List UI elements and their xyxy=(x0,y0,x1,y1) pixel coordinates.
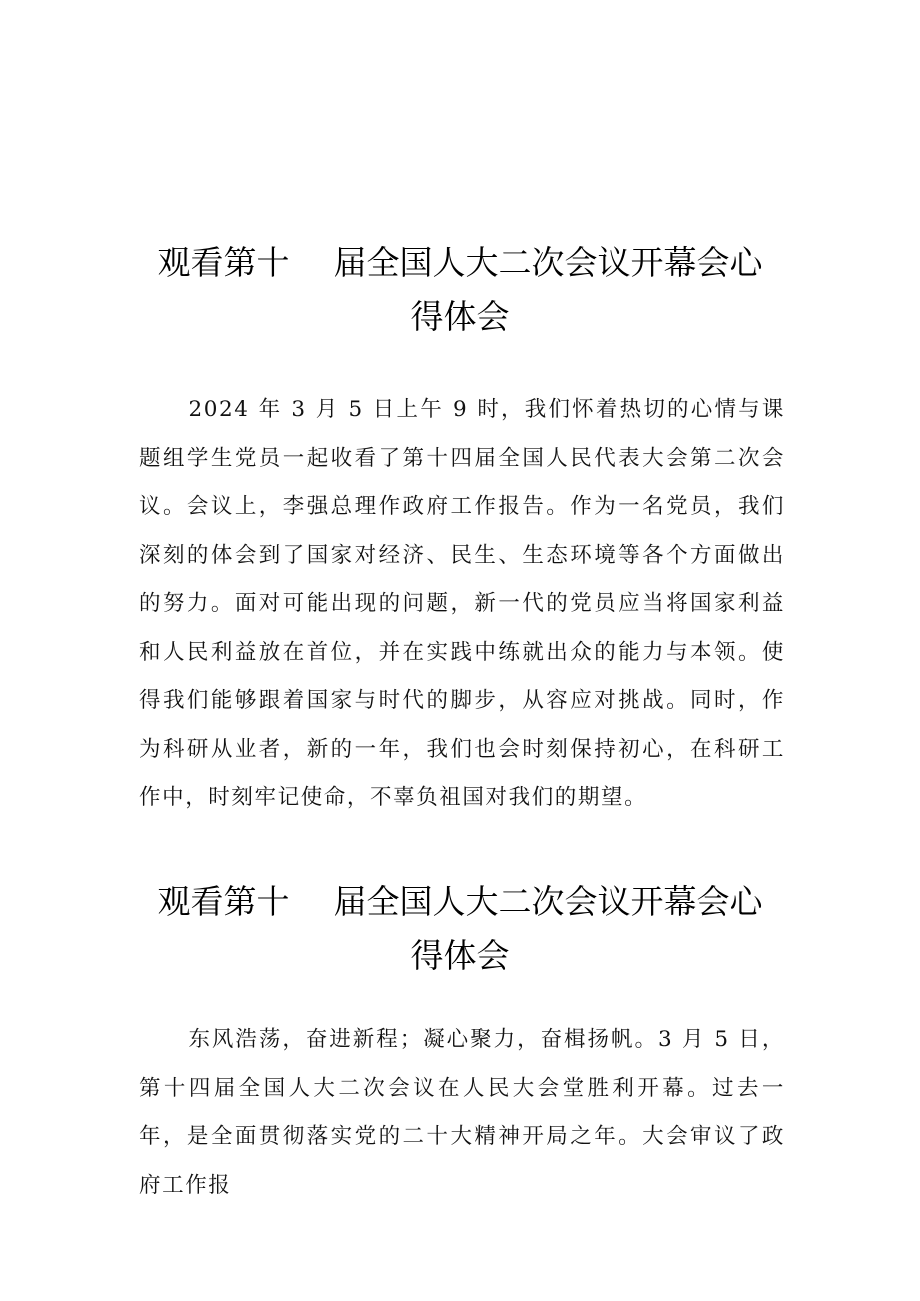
section-2-title-part-a: 观看第十 xyxy=(157,882,290,921)
section-1-title-line-1 xyxy=(0,236,920,290)
section-2-title-line-1 xyxy=(0,875,920,929)
section-1-title-part-a: 观看第十 xyxy=(157,243,290,282)
section-1-title xyxy=(0,236,920,344)
section-2-body: 东风浩荡，奋进新程；凝心聚力，奋楫扬帆。3 月 5 日，第十四届全国人大二次会议在人民大会堂胜利开幕。过去一年，是全面贯彻落实党的二十大精神开局之年。大会审议了政府工作报 xyxy=(139,1027,785,1198)
section-2-title xyxy=(0,875,920,983)
section-2-title-part-b: 届全国人大二次会议开幕会心 xyxy=(333,882,763,921)
section-1-body: 2024 年 3 月 5 日上午 9 时，我们怀着热切的心情与课题组学生党员一起收看了第十四届全国人民代表大会第二次会议。会议上，李强总理作政府工作报告。作为一名党员，我们深刻的体会到了国家对经济、民生、生态环境等各个方面做出的努力。面对可能出现的问题，新一代的党员应当将国家利益和人民利益放在首位，并在实践中练就出众的能力与本领。使得我们能够跟着国家与时代的脚步，从容应对挑战。同时，作为科研从业者，新的一年，我们也会时刻保持初心，在科研工作中，时刻牢记使命，不辜负祖国对我们的期望。 xyxy=(139,397,785,810)
section-2-title-line-2: 得体会 xyxy=(410,936,510,975)
section-1-title-part-b: 届全国人大二次会议开幕会心 xyxy=(333,243,763,282)
section-1-title-line-2: 得体会 xyxy=(410,297,510,336)
